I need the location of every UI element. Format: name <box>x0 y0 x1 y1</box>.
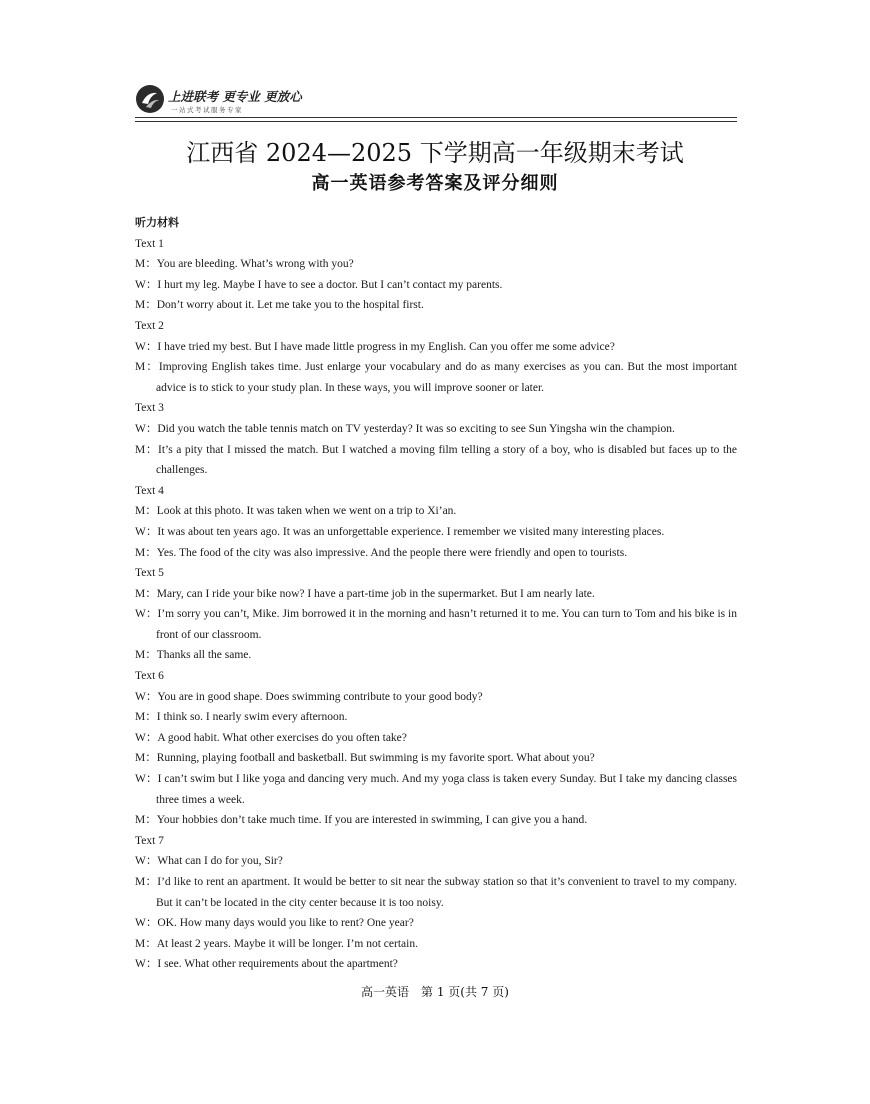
dialogue-line <box>135 604 737 645</box>
dialogue-text: Improving English takes time. Just enlarge your vocabulary and do as many exercises as you can. But the most important advice is to stick to your study plan. In these ways, you will improve sooner or later. <box>156 361 737 394</box>
dialogue-text: At least 2 years. Maybe it will be longer. I’m not certain. <box>156 937 418 950</box>
dialogue-line <box>135 934 737 955</box>
speaker-label: W： <box>135 422 158 435</box>
dialogue-text: I’m sorry you can’t, Mike. Jim borrowed it in the morning and hasn’t returned it to me. You can turn to Tom and his bike is in front of our classroom. <box>156 608 737 641</box>
section-label: 听力材料 <box>135 216 179 229</box>
dialogue-text: Look at this photo. It was taken when we went on a trip to Xi’an. <box>156 505 457 518</box>
dialogue-text: Running, playing football and basketball. But swimming is my favorite sport. What about you? <box>156 752 595 765</box>
dialogue-line <box>135 254 737 275</box>
speaker-label: W： <box>135 525 158 538</box>
dialogue-text: OK. How many days would you like to rent? One year? <box>157 917 414 930</box>
logo-subtitle: 一站式考试服务专家 <box>171 106 243 114</box>
speaker-label: M： <box>135 299 157 312</box>
dialogue-text: I hurt my leg. Maybe I have to see a doctor. But I can’t contact my parents. <box>157 278 503 291</box>
speaker-label: W： <box>135 690 158 703</box>
dialogue-line <box>135 748 737 769</box>
speaker-label: M： <box>135 587 157 600</box>
dialogue-line <box>135 584 737 605</box>
dialogue-line <box>135 440 737 481</box>
dialogue-text: Yes. The food of the city was also impressive. And the people there were friendly and open to tourists. <box>156 546 628 559</box>
dialogue-line <box>135 851 737 872</box>
dialogue-line <box>135 810 737 831</box>
dialogue-line <box>135 295 737 316</box>
text-label: Text 2 <box>135 319 164 332</box>
speaker-label: W： <box>135 278 158 291</box>
dialogue-text: I’d like to rent an apartment. It would be better to sit near the subway station so that it’s convenient to travel to my company. But it can’t be located in the city center because it is too noisy. <box>156 876 737 909</box>
dialogue-text: Thanks all the same. <box>156 649 252 662</box>
speaker-label: M： <box>135 937 157 950</box>
speaker-label: M： <box>135 752 157 765</box>
speaker-label: M： <box>135 711 157 724</box>
dialogue-text: You are bleeding. What’s wrong with you? <box>156 258 354 271</box>
text-label: Text 5 <box>135 567 164 580</box>
dialogue-text: Don’t worry about it. Let me take you to the hospital first. <box>156 299 424 312</box>
speaker-label: W： <box>135 773 158 786</box>
speaker-label: M： <box>135 258 157 271</box>
dialogue-line <box>135 543 737 564</box>
logo-slogan: 上进联考 更专业 更放心 <box>168 89 302 104</box>
transcript-content <box>135 213 737 975</box>
dialogue-line <box>135 954 737 975</box>
dialogue-line <box>135 707 737 728</box>
dialogue-line <box>135 501 737 522</box>
dialogue-text: You are in good shape. Does swimming contribute to your good body? <box>157 690 483 703</box>
text-label: Text 6 <box>135 670 164 683</box>
speaker-label: M： <box>135 443 159 456</box>
dialogue-line <box>135 357 737 398</box>
speaker-label: W： <box>135 917 158 930</box>
dialogue-line <box>135 275 737 296</box>
speaker-label: M： <box>135 876 158 888</box>
dialogue-text: It’s a pity that I missed the match. But I watched a moving film telling a story of a boy, who is disabled but faces up to the challenges. <box>156 443 737 477</box>
speaker-label: M： <box>135 361 159 374</box>
speaker-label: W： <box>135 340 158 353</box>
text-label: Text 3 <box>135 402 164 415</box>
dialogue-line <box>135 687 737 708</box>
dialogue-line <box>135 728 737 749</box>
dialogue-line <box>135 645 737 666</box>
dialogue-line <box>135 337 737 358</box>
dialogue-text: It was about ten years ago. It was an unforgettable experience. I remember we visited many interesting places. <box>157 525 665 538</box>
dialogue-text: Your hobbies don’t take much time. If you are interested in swimming, I can give you a hand. <box>156 814 588 827</box>
logo-icon <box>135 84 165 114</box>
speaker-label: M： <box>135 505 157 518</box>
page-footer: 高一英语 第 1 页(共 7 页) <box>361 985 509 999</box>
speaker-label: M： <box>135 814 157 827</box>
dialogue-text: What can I do for you, Sir? <box>157 855 283 868</box>
dialogue-line <box>135 913 737 934</box>
dialogue-line <box>135 419 737 440</box>
dialogue-text: A good habit. What other exercises do you often take? <box>157 731 407 744</box>
dialogue-text: I have tried my best. But I have made little progress in my English. Can you offer me some advice? <box>157 340 615 353</box>
dialogue-text: Did you watch the table tennis match on TV yesterday? It was so exciting to see Sun Yingsha win the champion. <box>157 422 675 435</box>
text-label: Text 1 <box>135 237 164 250</box>
dialogue-line <box>135 769 737 810</box>
dialogue-line <box>135 872 737 913</box>
dialogue-text: I see. What other requirements about the apartment? <box>157 958 398 971</box>
text-label: Text 7 <box>135 834 164 847</box>
speaker-label: M： <box>135 649 157 662</box>
page-title: 江西省 2024—2025 下学期高一年级期末考试 <box>186 139 684 167</box>
speaker-label: W： <box>135 731 158 744</box>
speaker-label: M： <box>135 546 157 559</box>
speaker-label: W： <box>135 608 158 621</box>
page-subtitle: 高一英语参考答案及评分细则 <box>311 173 559 194</box>
dialogue-line <box>135 522 737 543</box>
page-header <box>135 84 737 124</box>
header-rule-thin <box>135 121 737 122</box>
header-rule <box>135 117 737 118</box>
dialogue-text: I can’t swim but I like yoga and dancing very much. And my yoga class is taken every Sunday. But I take my dancing classes three times a week. <box>156 773 737 806</box>
dialogue-text: I think so. I nearly swim every afternoon. <box>156 711 348 724</box>
speaker-label: W： <box>135 958 158 971</box>
dialogue-text: Mary, can I ride your bike now? I have a part-time job in the supermarket. But I am nearly late. <box>156 587 595 600</box>
text-label: Text 4 <box>135 484 164 497</box>
speaker-label: W： <box>135 855 158 868</box>
